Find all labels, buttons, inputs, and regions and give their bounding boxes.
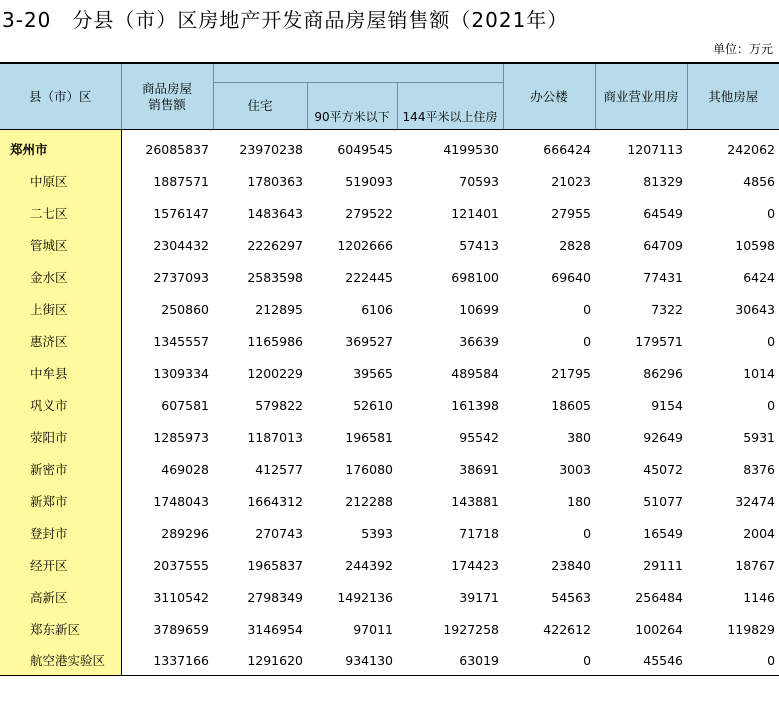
cell-commercial: 81329 [643, 173, 684, 189]
row-name: 新郑市 [0, 485, 121, 517]
cell-total: 1337166 [121, 645, 213, 676]
cell-total: 2304432 [153, 237, 209, 253]
cell-residential: 1165986 [247, 333, 303, 349]
cell-commercial: 16549 [643, 525, 684, 541]
cell-over144: 489584 [451, 365, 500, 381]
cell-under90: 369527 [345, 333, 393, 349]
table-row [0, 293, 779, 325]
cell-office: 0 [583, 301, 592, 317]
header-over144: 144平米以上住房 [397, 83, 503, 130]
cell-total: 1285973 [153, 429, 209, 445]
row-name: 中原区 [0, 165, 121, 197]
cell-total: 3789659 [153, 621, 209, 637]
row-name: 郑东新区 [0, 613, 121, 645]
cell-residential: 1291620 [213, 645, 307, 676]
header-total-line1: 商品房屋 [141, 80, 192, 96]
row-name: 中牟县 [0, 357, 121, 389]
cell-residential: 1200229 [247, 365, 303, 381]
header-residential: 住宅 [213, 83, 307, 130]
cell-over144: 161398 [451, 397, 500, 413]
cell-commercial: 179571 [635, 333, 684, 349]
cell-commercial: 64549 [643, 205, 684, 221]
table-row [0, 197, 779, 229]
row-name: 郑州市 [0, 130, 121, 166]
table-row [0, 517, 779, 549]
cell-other: 18767 [735, 557, 776, 573]
cell-under90: 279522 [345, 205, 393, 221]
cell-commercial: 9154 [651, 397, 684, 413]
row-name: 高新区 [0, 581, 121, 613]
cell-residential: 412577 [255, 461, 303, 477]
cell-total: 1887571 [153, 173, 209, 189]
cell-commercial: 1207113 [627, 141, 684, 157]
cell-total: 1309334 [153, 365, 209, 381]
cell-over144: 70593 [459, 173, 500, 189]
cell-over144: 57413 [459, 237, 500, 253]
header-office: 办公楼 [503, 63, 595, 130]
cell-residential: 1187013 [247, 429, 303, 445]
cell-over144: 36639 [459, 333, 500, 349]
cell-other: 119829 [727, 621, 776, 637]
cell-under90: 244392 [345, 557, 393, 573]
table-header [0, 63, 779, 130]
cell-total: 1748043 [153, 493, 209, 509]
cell-office: 18605 [551, 397, 592, 413]
cell-other: 5931 [743, 429, 776, 445]
cell-other: 4856 [743, 173, 776, 189]
cell-over144: 121401 [451, 205, 500, 221]
row-name: 登封市 [0, 517, 121, 549]
cell-commercial: 51077 [643, 493, 684, 509]
cell-under90: 97011 [353, 621, 393, 637]
cell-under90: 934130 [307, 645, 397, 676]
cell-office: 666424 [543, 141, 592, 157]
cell-over144: 143881 [451, 493, 500, 509]
row-name: 经开区 [0, 549, 121, 581]
cell-residential: 1965837 [247, 557, 303, 573]
cell-total: 250860 [161, 301, 209, 317]
header-residential-group-top [213, 63, 503, 83]
header-under90: 90平方米以下 [307, 83, 397, 130]
cell-under90: 196581 [345, 429, 393, 445]
cell-office: 0 [583, 525, 592, 541]
cell-other: 0 [687, 645, 779, 676]
cell-commercial: 100264 [635, 621, 684, 637]
table-body [0, 130, 779, 676]
cell-other: 0 [767, 205, 776, 221]
cell-total: 1345557 [153, 333, 209, 349]
table-row [0, 613, 779, 645]
cell-residential: 1780363 [247, 173, 303, 189]
row-name: 上街区 [0, 293, 121, 325]
table-row [0, 421, 779, 453]
row-name: 荥阳市 [0, 421, 121, 453]
header-other: 其他房屋 [687, 63, 779, 130]
cell-residential: 1483643 [247, 205, 303, 221]
cell-office: 0 [503, 645, 595, 676]
cell-total: 469028 [161, 461, 209, 477]
cell-commercial: 92649 [643, 429, 684, 445]
table-row [0, 165, 779, 197]
cell-over144: 4199530 [443, 141, 500, 157]
cell-other: 10598 [735, 237, 776, 253]
cell-under90: 222445 [345, 269, 393, 285]
cell-under90: 1202666 [337, 237, 393, 253]
cell-other: 8376 [743, 461, 776, 477]
cell-under90: 39565 [353, 365, 393, 381]
row-name: 惠济区 [0, 325, 121, 357]
cell-over144: 698100 [451, 269, 500, 285]
cell-commercial: 45072 [643, 461, 684, 477]
cell-under90: 1492136 [337, 589, 393, 605]
cell-office: 23840 [551, 557, 592, 573]
cell-residential: 1664312 [247, 493, 303, 509]
cell-office: 380 [567, 429, 592, 445]
row-name: 管城区 [0, 229, 121, 261]
cell-total: 607581 [161, 397, 209, 413]
table-row [0, 357, 779, 389]
page-title: 3-20 分县（市）区房地产开发商品房屋销售额（2021年） [2, 8, 569, 32]
cell-total: 2737093 [153, 269, 209, 285]
cell-over144: 95542 [459, 429, 500, 445]
cell-total: 1576147 [153, 205, 209, 221]
cell-residential: 270743 [255, 525, 303, 541]
cell-under90: 5393 [361, 525, 393, 541]
cell-under90: 6049545 [337, 141, 393, 157]
cell-other: 1014 [743, 365, 776, 381]
cell-other: 0 [767, 333, 776, 349]
cell-commercial: 64709 [643, 237, 684, 253]
cell-residential: 212895 [255, 301, 303, 317]
cell-office: 54563 [551, 589, 592, 605]
table-row [0, 325, 779, 357]
table-row [0, 229, 779, 261]
cell-over144: 10699 [459, 301, 500, 317]
cell-commercial: 77431 [643, 269, 684, 285]
cell-over144: 39171 [459, 589, 500, 605]
cell-other: 0 [767, 397, 776, 413]
cell-office: 180 [567, 493, 592, 509]
table-row [0, 261, 779, 293]
header-total-line2: 销售额 [148, 96, 186, 112]
table-row [0, 453, 779, 485]
cell-over144: 63019 [397, 645, 503, 676]
cell-other: 6424 [743, 269, 776, 285]
table-row [0, 130, 779, 166]
cell-commercial: 86296 [643, 365, 684, 381]
header-commercial: 商业营业用房 [595, 63, 687, 130]
cell-residential: 579822 [255, 397, 303, 413]
table-row [0, 389, 779, 421]
table-row [0, 645, 779, 676]
sales-table [0, 62, 779, 676]
cell-residential: 2798349 [247, 589, 303, 605]
cell-office: 0 [583, 333, 592, 349]
cell-office: 2828 [559, 237, 592, 253]
row-name: 巩义市 [0, 389, 121, 421]
row-name: 二七区 [0, 197, 121, 229]
table-row [0, 485, 779, 517]
cell-commercial: 7322 [651, 301, 684, 317]
cell-residential: 2226297 [247, 237, 303, 253]
cell-under90: 52610 [353, 397, 393, 413]
unit-label: 单位：万元 [712, 42, 773, 56]
cell-commercial: 45546 [595, 645, 687, 676]
cell-office: 21795 [551, 365, 592, 381]
cell-over144: 174423 [451, 557, 500, 573]
cell-other: 2004 [743, 525, 776, 541]
cell-residential: 3146954 [247, 621, 303, 637]
row-name: 新密市 [0, 453, 121, 485]
cell-residential: 23970238 [239, 141, 303, 157]
cell-under90: 212288 [345, 493, 393, 509]
cell-total: 2037555 [153, 557, 209, 573]
cell-under90: 519093 [345, 173, 393, 189]
cell-under90: 6106 [361, 301, 393, 317]
cell-over144: 1927258 [443, 621, 500, 637]
row-name: 航空港实验区 [0, 645, 121, 676]
table-row [0, 581, 779, 613]
cell-other: 1146 [743, 589, 776, 605]
cell-commercial: 29111 [643, 557, 684, 573]
cell-other: 30643 [735, 301, 776, 317]
cell-under90: 176080 [345, 461, 393, 477]
cell-office: 3003 [559, 461, 592, 477]
cell-office: 69640 [551, 269, 592, 285]
cell-residential: 2583598 [247, 269, 303, 285]
cell-over144: 38691 [459, 461, 500, 477]
cell-office: 21023 [551, 173, 592, 189]
cell-total: 26085837 [145, 141, 209, 157]
cell-office: 27955 [551, 205, 592, 221]
row-name: 金水区 [0, 261, 121, 293]
table-row [0, 549, 779, 581]
cell-over144: 71718 [459, 525, 500, 541]
cell-office: 422612 [543, 621, 592, 637]
header-county: 县（市）区 [0, 63, 121, 130]
cell-total: 3110542 [153, 589, 209, 605]
cell-commercial: 256484 [635, 589, 684, 605]
cell-other: 242062 [727, 141, 776, 157]
cell-other: 32474 [735, 493, 776, 509]
header-total [121, 63, 213, 130]
cell-total: 289296 [161, 525, 209, 541]
